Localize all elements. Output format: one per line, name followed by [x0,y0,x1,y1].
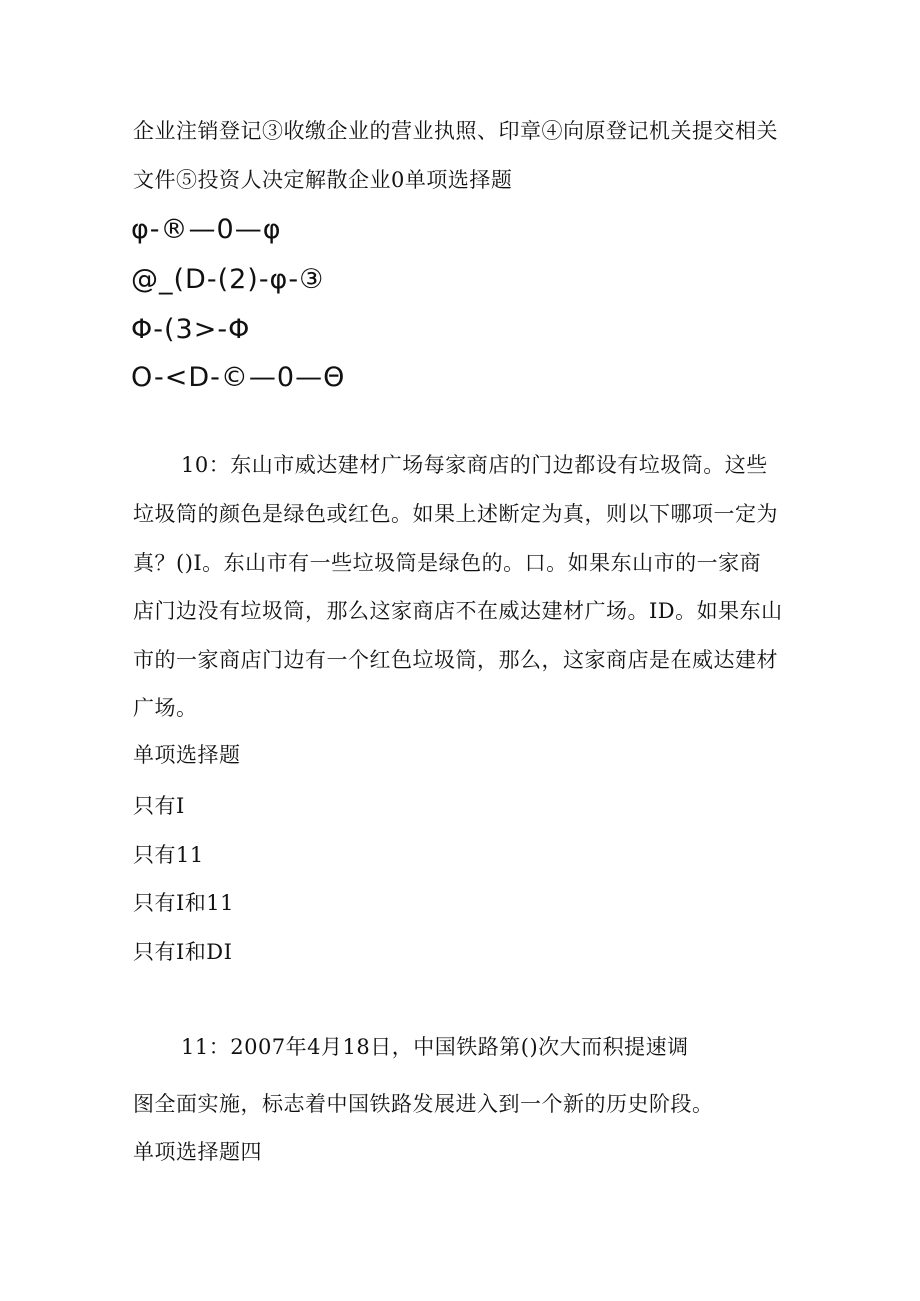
q9-text-line-2: 文件⑤投资人决定解散企业0单项选择题 [133,168,513,192]
q10-text-line-4: 店门边没有垃圾筒，那么这家商店不在威达建材广场。ID。如果东山 [133,599,783,623]
q11-type-label: 单项选择题四 [133,1140,262,1164]
q9-option-c: Φ-(3>-Φ [131,314,251,345]
q10-option-d: 只有I和DI [133,940,233,964]
q10-option-c: 只有I和11 [133,891,235,915]
q11-text-line-1: 11：2007年4月18日，中国铁路第()次大而积提速调 [181,1035,689,1059]
q10-text-line-3: 真？()I。东山市有一些垃圾筒是绿色的。口。如果东山市的一家商 [133,551,762,575]
q9-option-d: O-<D-©—0—Θ [131,362,346,393]
q10-type-label: 单项选择题 [133,743,241,767]
q9-option-b: @_(D-(2)-φ-③ [131,264,325,295]
q10-option-a: 只有I [133,794,185,818]
q10-text-line-2: 垃圾筒的颜色是绿色或红色。如果上述断定为真，则以下哪项一定为 [133,502,778,526]
q10-text-line-6: 广场。 [133,696,198,720]
q10-text-line-1: 10：东山市威达建材广场每家商店的门边都设有垃圾筒。这些 [181,453,768,477]
q11-text-line-2: 图全面实施，标志着中国铁路发展进入到一个新的历史阶段。 [133,1092,714,1116]
q9-option-a: φ-®—0—φ [131,214,282,245]
q9-text-line-1: 企业注销登记③收缴企业的营业执照、印章④向原登记机关提交相关 [133,119,778,143]
q10-option-b: 只有11 [133,843,204,867]
q10-text-line-5: 市的一家商店门边有一个红色垃圾筒，那么，这家商店是在威达建材 [133,648,778,672]
